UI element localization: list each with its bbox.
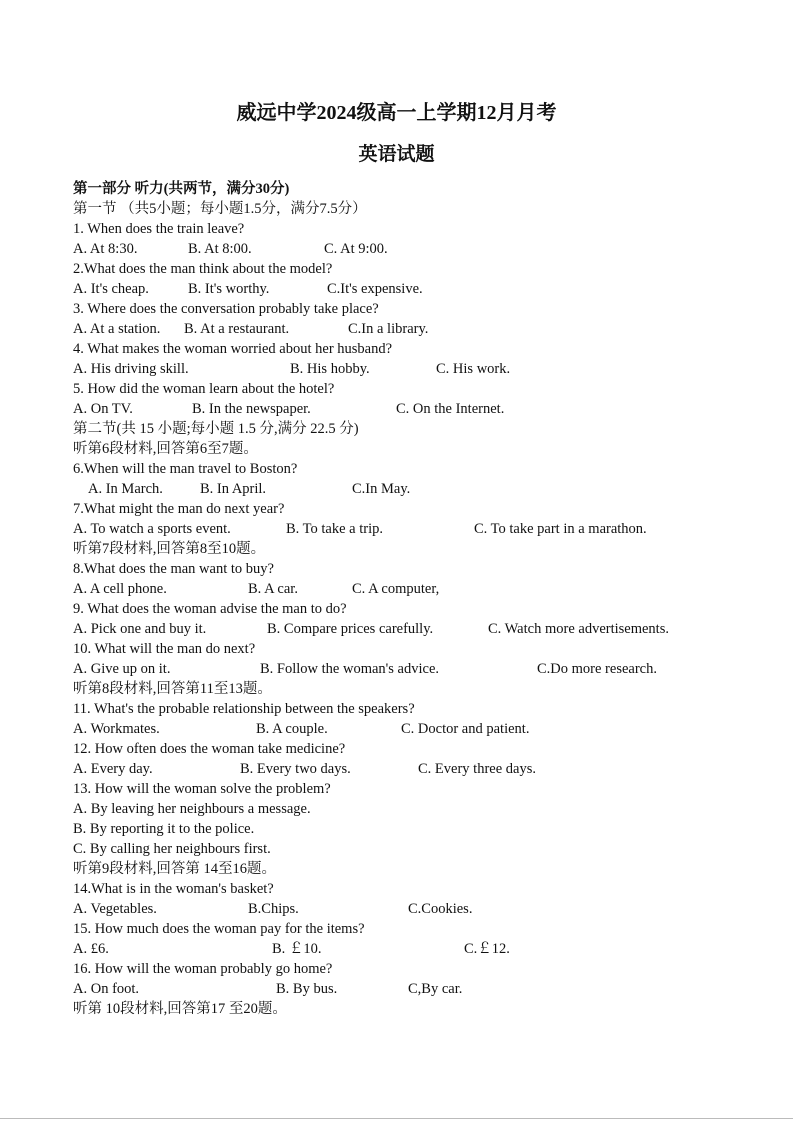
option-a: A. Vegetables. [73, 901, 157, 917]
option-b: B. To take a trip. [286, 521, 383, 537]
question-13: 13. How will the woman solve the problem? [73, 781, 331, 797]
option-c: C. His work. [436, 361, 511, 377]
option-b: B. At 8:00. [188, 241, 252, 257]
option-b: B. ￡10. [272, 941, 322, 957]
exam-title: 威远中学2024级高一上学期12月月考 [236, 102, 557, 124]
part1-heading: 第一部分 听力(共两节，满分30分) [73, 181, 290, 197]
page-bottom-rule [0, 1118, 793, 1119]
option-a: A. A cell phone. [73, 581, 167, 597]
question-2: 2.What does the man think about the model? [73, 261, 333, 277]
option-b: B. In April. [200, 481, 267, 497]
option-a: A. At a station. [73, 321, 161, 337]
option-c: C.In May. [352, 481, 411, 497]
listening-passage-7: 听第7段材料,回答第8至10题。 [73, 541, 266, 557]
option-c: C,By car. [408, 981, 463, 997]
question-15: 15. How much does the woman pay for the items? [73, 921, 365, 937]
option-b: B. By reporting it to the police. [73, 821, 255, 837]
question-12: 12. How often does the woman take medicine? [73, 741, 346, 757]
option-a: A. It's cheap. [73, 281, 149, 297]
option-c: C.It's expensive. [327, 281, 423, 297]
option-c: C.Cookies. [408, 901, 473, 917]
option-a: A. In March. [88, 481, 163, 497]
option-c: C.￡12. [464, 941, 510, 957]
option-b: B. By bus. [276, 981, 338, 997]
question-14: 14.What is in the woman's basket? [73, 881, 274, 897]
option-a: A. £6. [73, 941, 109, 957]
question-5: 5. How did the woman learn about the hotel? [73, 381, 335, 397]
option-c: C. A computer, [352, 581, 440, 597]
option-b: B. Every two days. [240, 761, 351, 777]
option-b: B. Follow the woman's advice. [260, 661, 440, 677]
listening-passage-10: 听第 10段材料,回答第17 至20题。 [73, 1001, 287, 1017]
question-10: 10. What will the man do next? [73, 641, 256, 657]
option-b: B. It's worthy. [188, 281, 270, 297]
option-a: A. His driving skill. [73, 361, 189, 377]
option-a: A. Give up on it. [73, 661, 171, 677]
option-c: C. Every three days. [418, 761, 536, 777]
option-c: C. On the Internet. [396, 401, 505, 417]
option-c: C.In a library. [348, 321, 429, 337]
option-c: C.Do more research. [537, 661, 657, 677]
option-a: A. Pick one and buy it. [73, 621, 207, 637]
option-a: A. On foot. [73, 981, 140, 997]
option-a: A. By leaving her neighbours a message. [73, 801, 311, 817]
question-4: 4. What makes the woman worried about her husband? [73, 341, 393, 357]
option-b: B. In the newspaper. [192, 401, 311, 417]
question-6: 6.When will the man travel to Boston? [73, 461, 298, 477]
option-a: A. Workmates. [73, 721, 160, 737]
option-c: C. At 9:00. [324, 241, 388, 257]
question-9: 9. What does the woman advise the man to do? [73, 601, 347, 617]
option-a: A. On TV. [73, 401, 133, 417]
option-b: B. A couple. [256, 721, 328, 737]
listening-passage-8: 听第8段材料,回答第11至13题。 [73, 681, 272, 697]
question-1: 1. When does the train leave? [73, 221, 245, 237]
section1-instructions: 第一节 （共5小题；每小题1.5分，满分7.5分） [73, 201, 367, 217]
option-a: A. At 8:30. [73, 241, 138, 257]
listening-passage-9: 听第9段材料,回答第 14至16题。 [73, 861, 276, 877]
option-c: C. To take part in a marathon. [474, 521, 647, 537]
option-c: C. By calling her neighbours first. [73, 841, 271, 857]
question-7: 7.What might the man do next year? [73, 501, 285, 517]
exam-subtitle: 英语试题 [358, 144, 435, 165]
question-16: 16. How will the woman probably go home? [73, 961, 333, 977]
question-8: 8.What does the man want to buy? [73, 561, 274, 577]
option-c: C. Doctor and patient. [401, 721, 530, 737]
option-b: B. At a restaurant. [184, 321, 290, 337]
option-a: A. To watch a sports event. [73, 521, 231, 537]
question-11: 11. What's the probable relationship between the speakers? [73, 701, 415, 717]
question-3: 3. Where does the conversation probably take place? [73, 301, 379, 317]
section2-instructions: 第二节(共 15 小题;每小题 1.5 分,满分 22.5 分) [73, 421, 359, 437]
option-b: B. A car. [248, 581, 298, 597]
option-b: B.Chips. [248, 901, 299, 917]
option-b: B. Compare prices carefully. [267, 621, 434, 637]
listening-passage-6: 听第6段材料,回答第6至7题。 [73, 441, 258, 457]
option-b: B. His hobby. [290, 361, 370, 377]
option-a: A. Every day. [73, 761, 153, 777]
option-c: C. Watch more advertisements. [488, 621, 669, 637]
